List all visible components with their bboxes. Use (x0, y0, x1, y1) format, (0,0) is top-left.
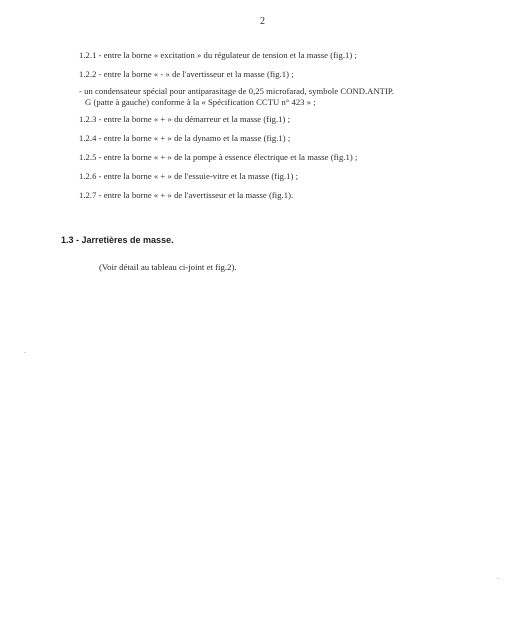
section-heading: 1.3 - Jarretières de masse. (61, 235, 174, 245)
list-item: 1.2.6 - entre la borne « + » de l'essuie-vitre et la masse (fig.1) ; (79, 171, 299, 181)
scan-speck (24, 352, 26, 353)
scan-speck (497, 578, 499, 579)
page-number: 2 (260, 16, 265, 27)
list-item-text: - un condensateur spécial pour antiparasitage de 0,25 microfarad, symbole COND.ANTIP. (79, 86, 394, 96)
list-item (79, 86, 509, 108)
list-item-continuation: G (patte à gauche) conforme à la « Spécification CCTU n° 423 » ; (85, 97, 316, 107)
list-item: 1.2.7 - entre la borne « + » de l'avertisseur et la masse (fig.1). (79, 190, 294, 200)
list-item: 1.2.3 - entre la borne « + » du démarreur et la masse (fig.1) ; (79, 114, 291, 124)
list-item: 1.2.4 - entre la borne « + » de la dynamo et la masse (fig.1) ; (79, 133, 291, 143)
list-item: 1.2.2 - entre la borne « - » de l'avertisseur et la masse (fig.1) ; (79, 69, 294, 79)
item-list (79, 50, 509, 201)
section-body: (Voir détail au tableau ci-joint et fig.2). (99, 262, 237, 272)
list-item: 1.2.5 - entre la borne « + » de la pompe à essence électrique et la masse (fig.1) ; (79, 152, 358, 162)
list-item: 1.2.1 - entre la borne « excitation » du régulateur de tension et la masse (fig.1) ; (79, 50, 357, 60)
